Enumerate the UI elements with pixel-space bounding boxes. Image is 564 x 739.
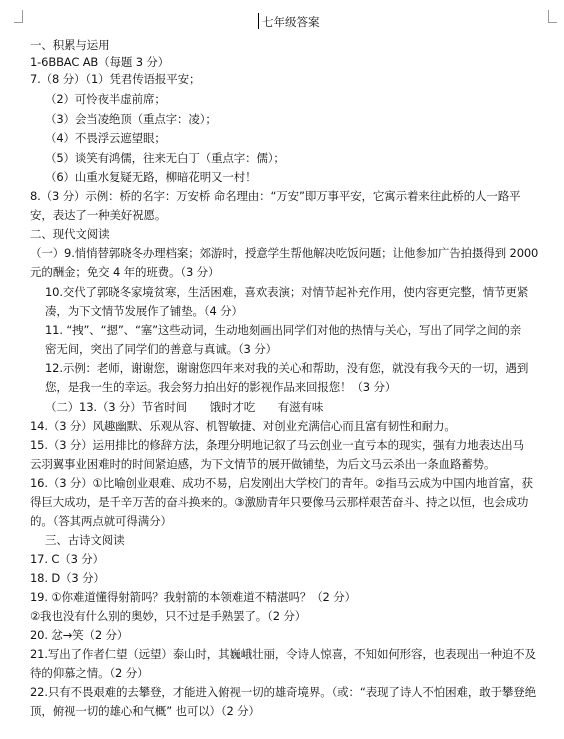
answer-line: （4）不畏浮云遮望眼； [45, 131, 166, 145]
answer-line: 7.（8 分）（1）凭君传语报平安； [30, 72, 201, 86]
answer-line: 云羽翼事业困难时的时间紧迫感，为下文情节的展开做铺垫，为后文马云杀出一条血路蓄势。 [30, 457, 496, 471]
answer-line: 的。（答其两点就可得满分） [30, 514, 172, 528]
answer-line: （3）会当凌绝顶（重点字：凌）； [45, 112, 217, 126]
answer-line: 17. C（3 分） [30, 552, 104, 566]
answer-line: 20. 忿→笑（2 分） [30, 628, 129, 642]
answer-line: 密无间，突出了同学们的善意与真诚。（3 分） [45, 342, 277, 356]
answer-line: 8.（3 分）示例：桥的名字：万安桥 命名理由：“万安”即万事平安，它寓示着来往此桥的人一路平 [30, 189, 521, 203]
answer-line: 15.（3 分）运用排比的修辞方法，条理分明地记叙了马云创业一直亏本的现实，强有力地表达出马 [30, 438, 524, 452]
answer-line: （二）13.（3 分）节省时间 饿时才吃 有滋有味 [45, 400, 324, 414]
section-heading: 三、古诗文阅读 [45, 533, 125, 547]
answer-line: 得巨大成功，是千辛万苦的奋斗换来的。③激励青年只要像马云那样艰苦奋斗、持之以恒，也会成功 [30, 495, 529, 509]
answer-line: （一）9.悄悄替郭晓冬办理档案；郊游时，授意学生帮他解决吃饭问题；让他参加广告拍摄得到 2000 [30, 246, 539, 260]
answer-line: （2）可怜夜半虚前席； [45, 92, 166, 106]
page-title: 七年级答案 [262, 15, 320, 29]
answer-line: ②我也没有什么别的奥妙，只不过是手熟罢了。（2 分） [30, 609, 307, 623]
answer-line: 22.只有不畏艰难的去攀登，才能进入俯视一切的雄奇境界。（或：“表现了诗人不怕困难，敢于攀登绝 [30, 685, 536, 699]
answer-line: 21.写出了作者仁望（远望）泰山时，其巍峨壮丽，令诗人惊喜，不知如何形容，也表现出一种迫不及 [30, 647, 536, 661]
answer-line: 19. ①你难道懂得射箭吗？我射箭的本领难道不精湛吗？（2 分） [30, 590, 356, 604]
section-heading: 一、积累与运用 [30, 38, 110, 52]
answer-line: 12.示例：老师，谢谢您，谢谢您四年来对我的关心和帮助，没有您，就没有我今天的一切，遇到 [45, 361, 529, 375]
answer-line: 18. D（3 分） [30, 571, 105, 585]
answer-line: （5）谈笑有鸿儒，往来无白丁（重点字：儒）； [45, 151, 285, 165]
answer-line: 11. “拽”、“摁”、“塞”这些动词，生动地刻画出同学们对他的热情与关心，写出了同学之间的亲 [45, 323, 522, 337]
section-heading: 二、现代文阅读 [30, 227, 110, 241]
answer-line: 顶，俯视一切的雄心和气概” 也可以）（2 分） [30, 704, 260, 718]
page-corner-mark-left [14, 10, 23, 23]
answer-line: 凑，为下文情节发展作了铺垫。（4 分） [45, 304, 243, 318]
answer-line: 元的酬金；免交 4 年的班费。（3 分） [30, 265, 220, 279]
answer-line: 10.交代了郭晓冬家境贫寒，生活困难，喜欢表演；对情节起补充作用，使内容更完整，情节更紧 [45, 285, 529, 299]
answer-line: 您，是我一生的幸运。我会努力拍出好的影视作品来回报您！（3 分） [45, 380, 397, 394]
text-cursor [258, 13, 259, 29]
answer-line: 16.（3 分）①比喻创业艰难、成功不易，启发刚出大学校门的青年。②指马云成为中国内地首富，获 [30, 476, 533, 490]
answer-line: 待的仰慕之情。（2 分） [30, 666, 149, 680]
answer-line: （6）山重水复疑无路，柳暗花明又一村！ [45, 170, 257, 184]
answer-line: 1-6BBAC AB（每题 3 分） [30, 55, 170, 69]
answer-line: 安，表达了一种美好祝愿。 [30, 208, 167, 222]
answer-line: 14.（3 分）风趣幽默、乐观从容、机智敏捷、对创业充满信心而且富有韧性和耐力。 [30, 419, 456, 433]
page-corner-mark-right [548, 10, 557, 23]
